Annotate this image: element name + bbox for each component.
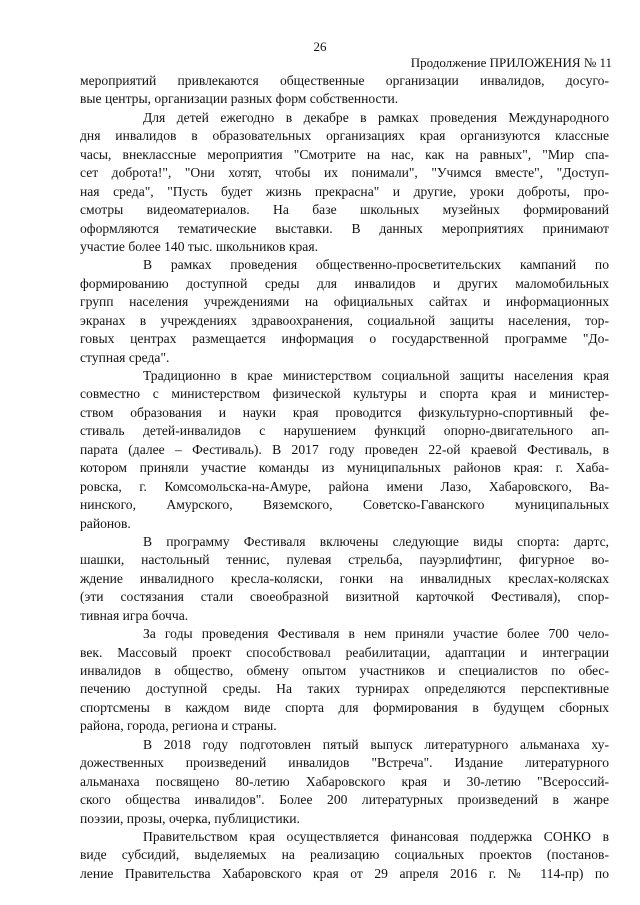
paragraph-continuation [80,72,609,109]
text-line: Для детей ежегодно в декабре в рамках проведения Международного [143,109,609,125]
paragraph-awareness-campaigns [80,256,609,367]
text-line: районов. [80,515,131,531]
paragraph-almanac [80,736,609,828]
text-line: В 2018 году подготовлен пятый выпуск литературного альманаха ху- [143,736,609,752]
text-line: ступная среда". [80,349,170,365]
text-line: групп населения учреждениями на официальных сайтах и информационных [80,294,609,310]
text-line: альманаха посвящено 80-летию Хабаровского края и 30-летию "Всероссий- [80,773,609,789]
text-line: района, города, региона и страны. [80,718,277,734]
text-line: формированию доступной среды для инвалидов и других маломобильных [80,275,609,291]
text-line: дня инвалидов в образовательных организациях края организуются классные [80,128,609,144]
text-line: ждение инвалидного кресла-коляски, гонки на инвалидных креслах-колясках [80,570,609,586]
text-line: дожественных произведений инвалидов "Встреча". Издание литературного [80,755,609,771]
paragraph-festival-sports [80,533,609,625]
text-line: ством образования и науки края проводится физкультурно-спортивный фе- [80,404,609,420]
text-line: совместно с министерством физической культуры и спорта края и министер- [80,386,609,402]
paragraph-sonko-support [80,828,609,883]
text-line: ровска, г. Комсомольска-на-Амуре, района имени Лазо, Хабаровского, Ва- [80,478,609,494]
text-line: участие более 140 тыс. школьников края. [80,238,318,254]
running-header: Продолжение ПРИЛОЖЕНИЯ № 11 [410,55,612,70]
text-line: В программу Фестиваля включены следующие виды спорта: дартс, [143,533,609,549]
text-line: инвалидов в общество, обмену опытом участников и специалистов по обес- [80,663,609,678]
text-line: (эти состязания стали своеобразной визитной карточкой Фестиваля), спор- [80,589,609,605]
text-line: ная среда", "Пусть будет жизнь прекрасна" и другие, уроки доброты, про- [80,183,609,199]
text-line: экранах в учреждениях здравоохранения, социальной защиты населения, тор- [80,312,609,328]
paragraph-disability-day [80,109,609,257]
text-line: Традиционно в крае министерством социальной защиты населения края [143,368,609,383]
text-line: поэзии, прозы, очерка, публицистики. [80,810,300,826]
text-line: вые центры, организации разных форм собственности. [80,91,399,107]
text-line: оформляются тематические выставки. В данных мероприятиях принимают [80,220,609,236]
paragraph-festival [80,367,609,533]
text-line: стиваль детей-инвалидов с нарушением функций опорно-двигательного ап- [80,423,609,439]
text-line: нинского, Амурского, Вяземского, Советско-Гаванского муниципальных [80,497,609,513]
text-line: часы, внеклассные мероприятия "Смотрите на нас, как на равных", "Мир спа- [80,146,609,162]
text-line: Правительством края осуществляется финансовая поддержка СОНКО в [143,828,609,844]
text-line: котором приняли участие команды из муниципальных районов края: г. Хаба- [80,460,609,476]
paragraph-festival-results [80,625,609,736]
text-line: За годы проведения Фестиваля в нем приняли участие более 700 чело- [143,626,609,642]
text-line: смотры видеоматериалов. На базе школьных музейных формирований [80,202,609,218]
text-line: ление Правительства Хабаровского края от 29 апреля 2016 г. № 114-пр) по [80,865,609,881]
text-line: парата (далее – Фестиваль). В 2017 году проведен 22-ой краевой Фестиваль, в [80,441,609,457]
text-line: сет доброта!", "Они хотят, чтобы их понимали", "Учимся вместе", "Доступ- [80,165,609,181]
text-line: спортсмены в каждом виде спорта для формирования в будущем сборных [80,699,609,715]
text-line: ского общества инвалидов". Более 200 литературных произведений в жанре [80,792,609,808]
text-line: В рамках проведения общественно-просветительских кампаний по [143,257,609,273]
text-line: печению доступной среды. На таких турнирах определяются перспективные [80,681,609,697]
document-body [80,72,609,883]
text-line: тивная игра бочча. [80,607,189,623]
text-line: век. Массовый проект способствовал реабилитации, адаптации и интеграции [80,644,609,660]
text-line: шашки, настольный теннис, пулевая стрельба, пауэрлифтинг, фигурное во- [80,552,609,568]
text-line: говых центрах размещается информация о государственной программе "До- [80,331,609,347]
text-line: мероприятий привлекаются общественные организации инвалидов, досуго- [80,73,609,88]
page-number: 26 [313,39,327,54]
text-line: виде субсидий, выделяемых на реализацию социальных проектов (постанов- [80,847,609,863]
